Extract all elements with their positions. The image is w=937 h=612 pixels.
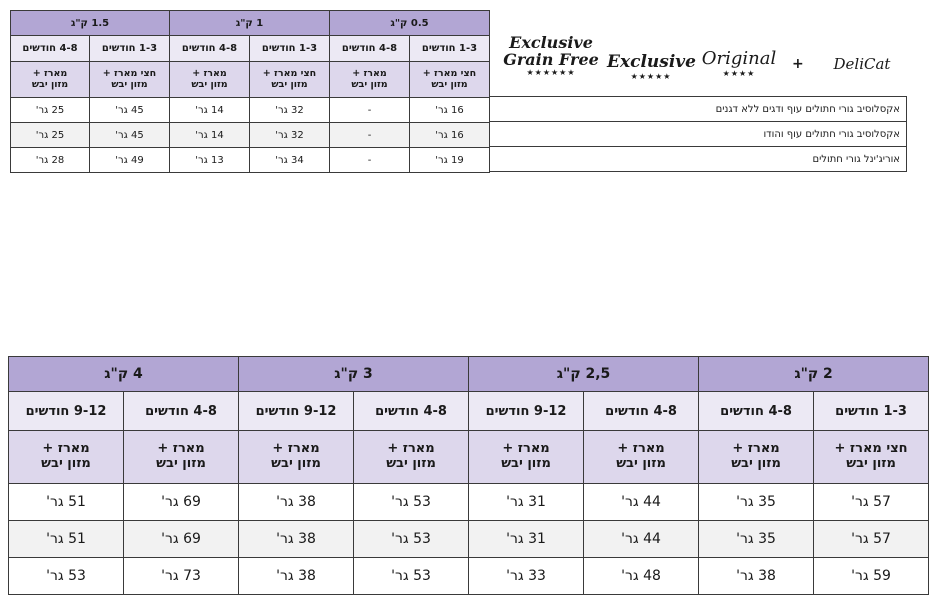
logo-text: Exclusive xyxy=(509,33,593,52)
value: 25 xyxy=(51,104,65,116)
product-name: אקסלוסיב גורי חתולים עוף והודו xyxy=(490,122,907,147)
age-header: 4-8 חודשים xyxy=(170,36,250,62)
value: 53 xyxy=(413,568,431,584)
food-type-line1: חצי מארז + xyxy=(102,67,157,79)
value: 33 xyxy=(528,568,546,584)
unit: גר' xyxy=(195,129,208,141)
unit: גר' xyxy=(115,129,128,141)
food-type-row xyxy=(9,431,929,484)
value: 44 xyxy=(643,531,661,547)
unit: גר' xyxy=(506,568,524,584)
food-type-line2: מזון יבש xyxy=(386,456,436,471)
food-type-cell xyxy=(469,431,584,484)
value: 51 xyxy=(68,494,86,510)
food-type-line1: חצי מארז + xyxy=(834,441,908,457)
value-cell xyxy=(124,484,239,521)
food-type-line1: מארז + xyxy=(617,441,665,457)
value-cell xyxy=(170,148,250,173)
value-cell xyxy=(239,484,354,521)
age-header: 4-8 חודשים xyxy=(354,392,469,431)
unit: גר' xyxy=(435,154,448,166)
food-type-cell xyxy=(330,62,410,98)
food-type-line1: מארז + xyxy=(157,441,205,457)
value: 14 xyxy=(210,104,224,116)
unit: גר' xyxy=(35,129,49,141)
value-cell xyxy=(814,558,929,595)
value-cell xyxy=(584,484,699,521)
value-cell xyxy=(699,521,814,558)
value: 19 xyxy=(450,154,464,166)
unit: גר' xyxy=(621,568,639,584)
unit: גר' xyxy=(851,531,869,547)
unit: גר' xyxy=(275,104,288,116)
unit: גר' xyxy=(35,154,49,166)
age-header: 4-8 חודשים xyxy=(124,392,239,431)
age-header: 9-12 חודשים xyxy=(469,392,584,431)
value-cell xyxy=(124,558,239,595)
table-row xyxy=(9,484,929,521)
value-cell xyxy=(9,484,124,521)
unit: גר' xyxy=(621,494,639,510)
unit: גר' xyxy=(276,568,294,584)
age-header: 4-8 חודשים xyxy=(584,392,699,431)
unit: גר' xyxy=(276,494,294,510)
value: 51 xyxy=(68,531,86,547)
food-type-cell xyxy=(354,431,469,484)
value-cell xyxy=(9,558,124,595)
original-logo xyxy=(700,48,778,78)
table-row xyxy=(490,147,907,172)
delicat-logo: DeliCat xyxy=(833,55,891,73)
value-cell xyxy=(239,521,354,558)
value-cell xyxy=(410,98,490,123)
food-type-cell xyxy=(699,431,814,484)
value-cell xyxy=(90,148,170,173)
value: 53 xyxy=(413,494,431,510)
unit: גר' xyxy=(161,531,179,547)
food-type-line2: מזון יבש xyxy=(111,78,148,90)
age-header: 4-8 חודשים xyxy=(330,36,410,62)
food-type-cell xyxy=(170,62,250,98)
value: 49 xyxy=(130,154,144,166)
value-cell xyxy=(584,521,699,558)
value: 44 xyxy=(643,494,661,510)
unit: גר' xyxy=(161,494,179,510)
value: 53 xyxy=(413,531,431,547)
value: 38 xyxy=(298,531,316,547)
age-header: 9-12 חודשים xyxy=(239,392,354,431)
weight-header: 1 ק"ג xyxy=(170,11,330,36)
value: 34 xyxy=(290,154,304,166)
unit: גר' xyxy=(275,154,288,166)
unit: גר' xyxy=(391,531,409,547)
table-row xyxy=(9,558,929,595)
age-header: 1-3 חודשים xyxy=(410,36,490,62)
age-header: 1-3 חודשים xyxy=(814,392,929,431)
unit: גר' xyxy=(736,494,754,510)
value-cell xyxy=(699,484,814,521)
exclusive-logo xyxy=(607,52,695,81)
food-type-line2: מזון יבש xyxy=(191,78,228,90)
value: 48 xyxy=(643,568,661,584)
unit: גר' xyxy=(35,104,49,116)
value: 16 xyxy=(450,129,464,141)
age-header: 9-12 חודשים xyxy=(9,392,124,431)
unit: גר' xyxy=(435,104,448,116)
logo-text: Grain Free xyxy=(503,50,599,69)
food-type-line2: מזון יבש xyxy=(31,78,69,90)
value: 28 xyxy=(51,154,65,166)
value: 16 xyxy=(450,104,464,116)
value: 38 xyxy=(758,568,776,584)
value-cell xyxy=(814,521,929,558)
value-cell xyxy=(11,98,90,123)
value-cell xyxy=(90,123,170,148)
value-cell xyxy=(11,148,90,173)
unit: גר' xyxy=(736,568,754,584)
food-type-cell xyxy=(584,431,699,484)
weight-header: 4 ק"ג xyxy=(9,357,239,392)
age-header: 4-8 חודשים xyxy=(699,392,814,431)
value-cell xyxy=(9,521,124,558)
table-row xyxy=(9,521,929,558)
value: 45 xyxy=(130,104,144,116)
food-type-cell xyxy=(239,431,354,484)
food-type-line2: מזון יבש xyxy=(501,456,551,471)
food-type-cell xyxy=(9,431,124,484)
value: 38 xyxy=(298,494,316,510)
food-type-line2: מזון יבש xyxy=(731,456,781,471)
value-cell: - xyxy=(330,98,410,123)
value: 13 xyxy=(210,154,224,166)
unit: גר' xyxy=(46,494,64,510)
value-cell xyxy=(354,521,469,558)
rating-stars: ★★★★★★ xyxy=(526,68,576,77)
unit: גר' xyxy=(115,154,128,166)
food-type-line2: מזון יבש xyxy=(616,456,666,471)
value-cell xyxy=(469,484,584,521)
food-type-line2: מזון יבש xyxy=(846,456,896,471)
rating-stars: ★★★★★ xyxy=(630,72,672,81)
unit: גר' xyxy=(46,531,64,547)
weight-header: 2 ק"ג xyxy=(699,357,929,392)
food-type-line2: מזון יבש xyxy=(351,78,388,90)
table-row xyxy=(11,148,490,173)
value-cell xyxy=(469,558,584,595)
value: 25 xyxy=(51,129,65,141)
product-names-table xyxy=(489,96,907,172)
value-cell xyxy=(11,123,90,148)
value: 73 xyxy=(183,568,201,584)
table-row xyxy=(11,98,490,123)
food-type-line1: חצי מארז + xyxy=(262,67,317,79)
weight-header: 2,5 ק"ג xyxy=(469,357,699,392)
value-cell xyxy=(170,98,250,123)
value: 35 xyxy=(758,494,776,510)
food-type-cell xyxy=(814,431,929,484)
unit: גר' xyxy=(435,129,448,141)
logo-text: Exclusive xyxy=(607,52,696,72)
unit: גר' xyxy=(195,104,208,116)
unit: גר' xyxy=(851,568,869,584)
value-cell xyxy=(124,521,239,558)
value-cell xyxy=(354,484,469,521)
food-type-line1: מארז + xyxy=(42,441,90,457)
table-row xyxy=(490,97,907,122)
top-feeding-table xyxy=(10,10,490,173)
exclusive-grain-free-logo xyxy=(500,34,602,77)
value-cell xyxy=(410,123,490,148)
value: 31 xyxy=(528,531,546,547)
unit: גר' xyxy=(46,568,64,584)
value: 57 xyxy=(873,494,891,510)
food-type-line2: מזון יבש xyxy=(271,78,308,90)
unit: גר' xyxy=(736,531,754,547)
value-cell xyxy=(250,148,330,173)
product-name: אוריג'ינל גורי חתולים xyxy=(490,147,907,172)
unit: גר' xyxy=(506,494,524,510)
food-type-line2: מזון יבש xyxy=(271,456,321,471)
value: 32 xyxy=(290,129,304,141)
food-type-line1: מארז + xyxy=(192,67,227,79)
food-type-line1: מארז + xyxy=(272,441,320,457)
bottom-feeding-table xyxy=(8,356,929,595)
food-type-line1: מארז + xyxy=(732,441,780,457)
unit: גר' xyxy=(391,568,409,584)
weight-header-row xyxy=(11,11,490,36)
food-type-line1: מארז + xyxy=(32,67,68,79)
value: 69 xyxy=(183,494,201,510)
unit: גר' xyxy=(851,494,869,510)
weight-header: 3 ק"ג xyxy=(239,357,469,392)
weight-header: 1.5 ק"ג xyxy=(11,11,170,36)
age-header: 1-3 חודשים xyxy=(250,36,330,62)
age-header: 1-3 חודשים xyxy=(90,36,170,62)
unit: גר' xyxy=(275,129,288,141)
food-type-line2: מזון יבש xyxy=(41,456,91,471)
table-row xyxy=(11,123,490,148)
unit: גר' xyxy=(391,494,409,510)
age-header-row xyxy=(11,36,490,62)
value-cell xyxy=(239,558,354,595)
unit: גר' xyxy=(115,104,128,116)
food-type-line1: מארז + xyxy=(502,441,550,457)
weight-header-row xyxy=(9,357,929,392)
value: 35 xyxy=(758,531,776,547)
value-cell xyxy=(469,521,584,558)
food-type-cell xyxy=(410,62,490,98)
age-header-row xyxy=(9,392,929,431)
unit: גר' xyxy=(621,531,639,547)
table-row xyxy=(490,122,907,147)
value-cell: - xyxy=(330,123,410,148)
product-name: אקסלוסיב גורי חתולים עוף ודגים ללא דגנים xyxy=(490,97,907,122)
logo-text: Original xyxy=(701,48,777,69)
food-type-line1: מארז + xyxy=(387,441,435,457)
value-cell xyxy=(170,123,250,148)
value: 38 xyxy=(298,568,316,584)
food-type-cell xyxy=(124,431,239,484)
rating-stars: ★★★★ xyxy=(722,69,756,78)
value-cell xyxy=(584,558,699,595)
unit: גר' xyxy=(195,154,208,166)
value: 69 xyxy=(183,531,201,547)
unit: גר' xyxy=(276,531,294,547)
value: 59 xyxy=(873,568,891,584)
food-type-cell xyxy=(90,62,170,98)
food-type-line2: מזון יבש xyxy=(431,78,468,90)
food-type-line1: חצי מארז + xyxy=(422,67,477,79)
food-type-cell xyxy=(250,62,330,98)
value: 14 xyxy=(210,129,224,141)
unit: גר' xyxy=(161,568,179,584)
age-header: 4-8 חודשים xyxy=(11,36,90,62)
value-cell xyxy=(90,98,170,123)
value-cell xyxy=(354,558,469,595)
unit: גר' xyxy=(506,531,524,547)
value-cell xyxy=(699,558,814,595)
food-type-line2: מזון יבש xyxy=(156,456,206,471)
food-type-cell xyxy=(11,62,90,98)
food-type-line1: מארז + xyxy=(352,67,387,79)
food-type-row xyxy=(11,62,490,98)
value-cell xyxy=(250,123,330,148)
value: 45 xyxy=(130,129,144,141)
value: 57 xyxy=(873,531,891,547)
value: 53 xyxy=(68,568,86,584)
plus-sign: + xyxy=(792,56,804,72)
value-cell xyxy=(814,484,929,521)
value-cell xyxy=(410,148,490,173)
value: 32 xyxy=(290,104,304,116)
value-cell: - xyxy=(330,148,410,173)
weight-header: 0.5 ק"ג xyxy=(330,11,490,36)
value-cell xyxy=(250,98,330,123)
value: 31 xyxy=(528,494,546,510)
